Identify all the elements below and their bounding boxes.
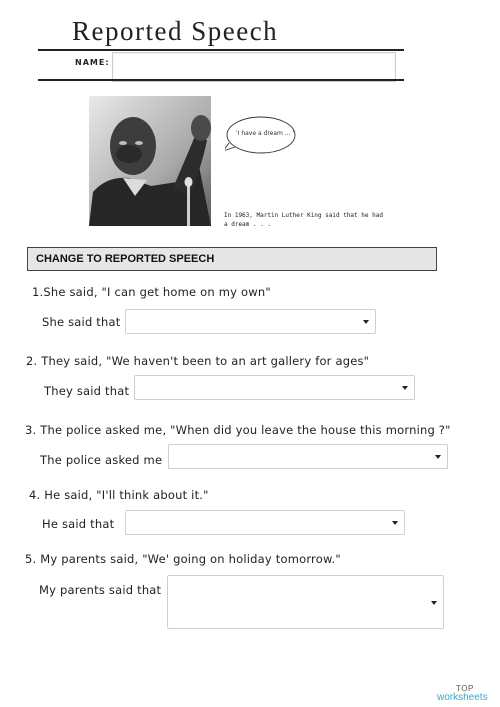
- logo-worksheets-text: worksheets: [437, 692, 488, 703]
- prompt-1: She said that: [42, 315, 121, 329]
- logo-top-text: TOP: [456, 684, 474, 693]
- name-field[interactable]: [112, 52, 396, 82]
- question-4: 4. He said, "I'll think about it.": [29, 488, 209, 502]
- speech-bubble-text: 'I have a dream ... ': [236, 130, 295, 137]
- photo-caption: In 1963, Martin Luther King said that he had a dream . . .: [224, 212, 383, 228]
- answer-select-4[interactable]: [125, 510, 405, 535]
- chevron-down-icon: [363, 320, 369, 324]
- prompt-3: The police asked me: [40, 453, 163, 467]
- martin-luther-king-photo: [89, 96, 211, 226]
- question-2: 2. They said, "We haven't been to an art gallery for ages": [26, 354, 370, 368]
- answer-select-3[interactable]: [168, 444, 448, 469]
- chevron-down-icon: [402, 386, 408, 390]
- title-rule: [38, 49, 404, 51]
- prompt-5: My parents said that: [39, 583, 162, 597]
- name-rule: [38, 79, 404, 81]
- page-title: Reported Speech: [72, 16, 279, 46]
- photo-illustration: [89, 96, 211, 226]
- answer-select-2[interactable]: [134, 375, 415, 400]
- name-label: NAME:: [75, 58, 110, 67]
- answer-select-1[interactable]: [125, 309, 376, 334]
- chevron-down-icon: [435, 455, 441, 459]
- prompt-4: He said that: [42, 517, 115, 531]
- question-5: 5. My parents said, "We' going on holiday tomorrow.": [25, 552, 341, 566]
- section-header: CHANGE TO REPORTED SPEECH: [27, 247, 437, 271]
- chevron-down-icon: [392, 521, 398, 525]
- answer-select-5[interactable]: [167, 575, 444, 629]
- question-3: 3. The police asked me, "When did you leave the house this morning ?": [25, 423, 451, 437]
- chevron-down-icon: [431, 601, 437, 605]
- question-1: 1.She said, "I can get home on my own": [32, 285, 271, 299]
- prompt-2: They said that: [44, 384, 130, 398]
